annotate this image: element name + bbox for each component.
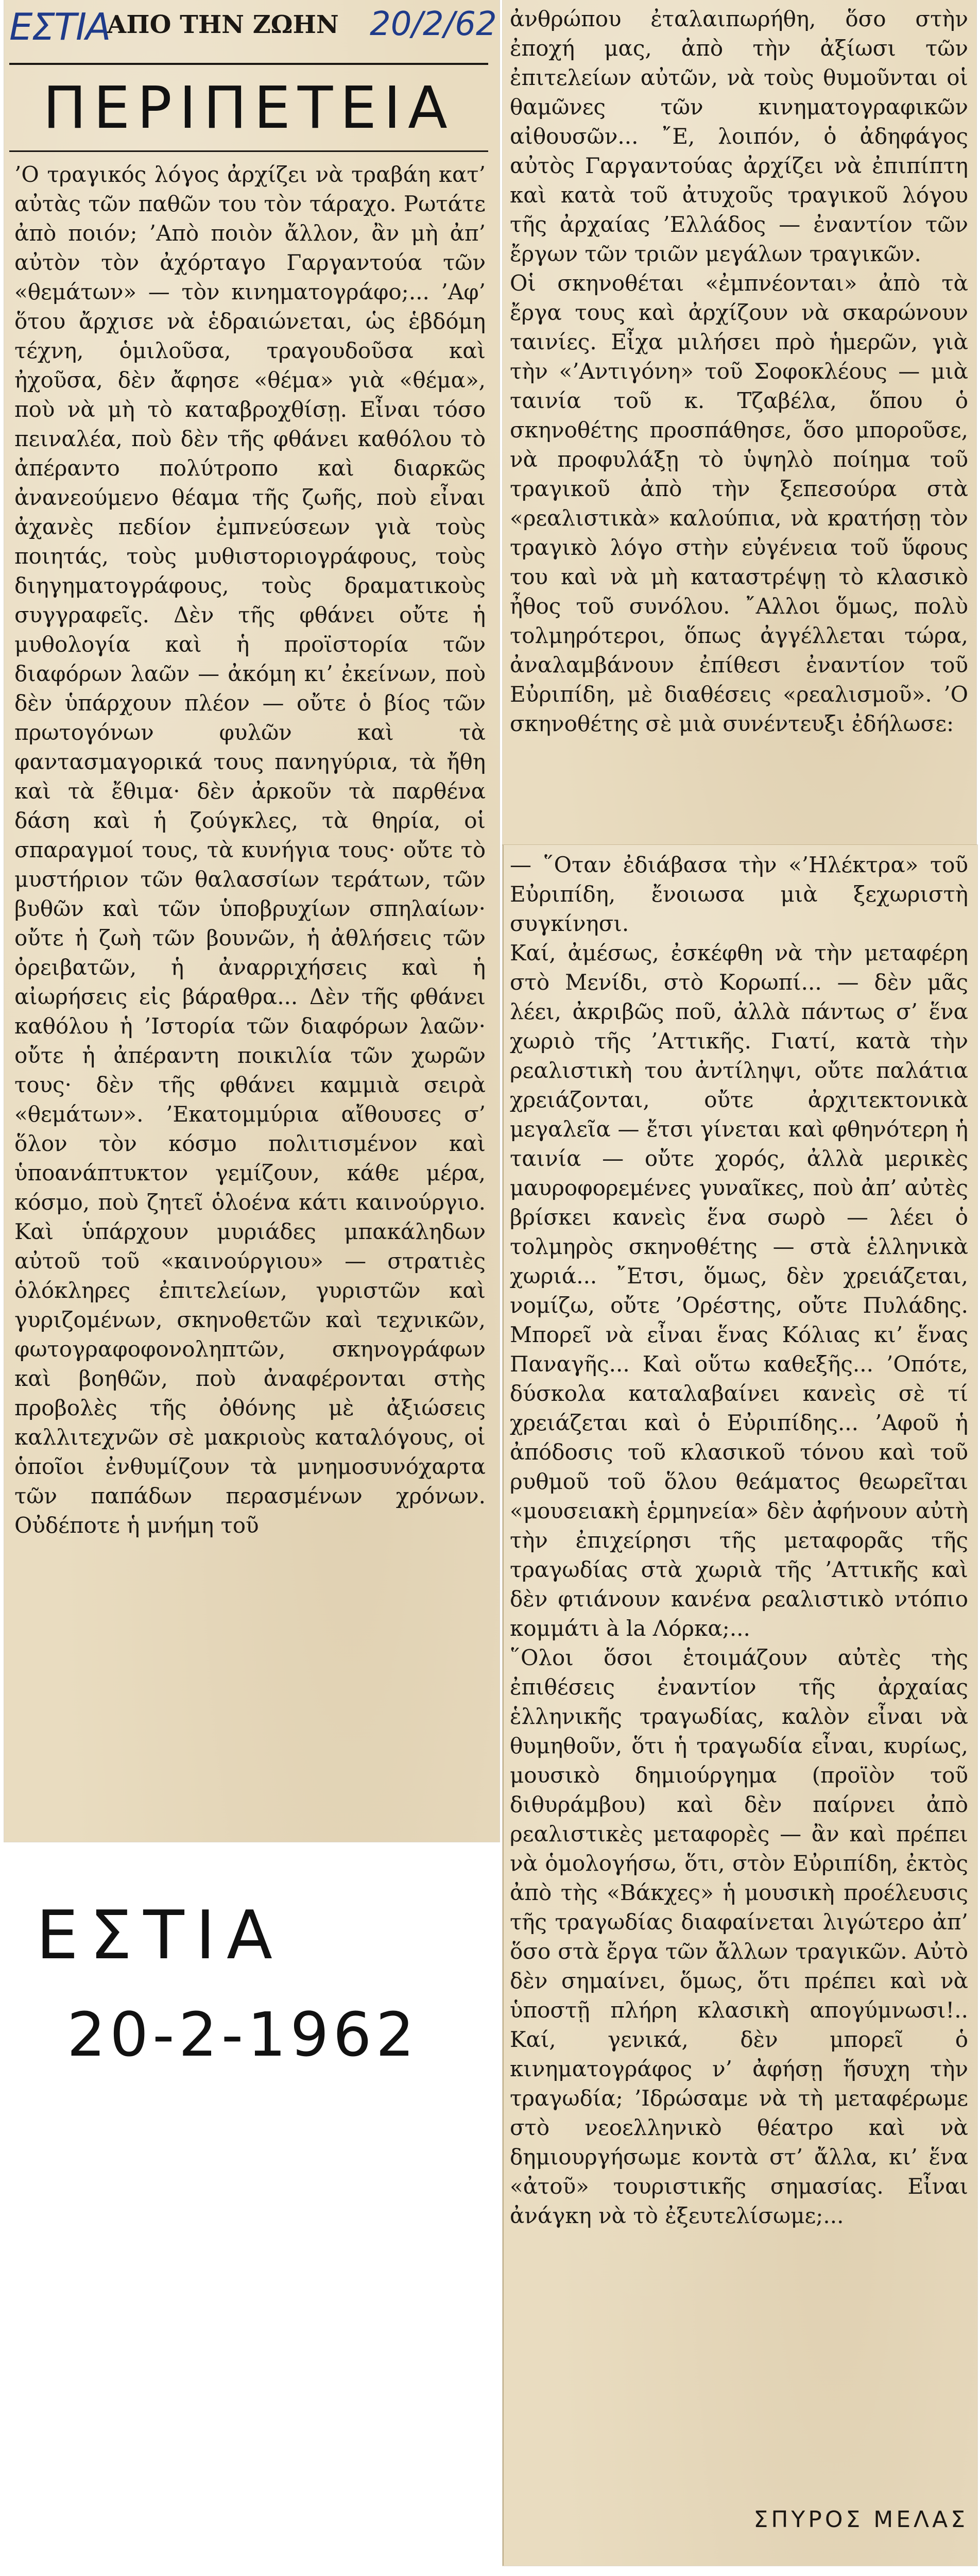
title-rule <box>9 150 488 152</box>
section-label: ΑΠΟ ΤΗΝ ΖΩΗΝ <box>107 10 339 39</box>
header-rule <box>9 63 488 65</box>
handwritten-date: 20/2/62 <box>370 5 497 43</box>
article-body-left-column: ’Ο τραγικός λόγος ἀρχίζει νὰ τραβάη κατ’ αὐτὰς τῶν παθῶν του τὸν τάραχο. Ρωτάτε ἀπὸ ποιόν; ’Απὸ ποιὸν ἄλλον, ἂν μὴ ἀπ’ αὐτὸν τὸν ἀχόρταγο Γαργαντούα τῶν «θεμάτων» — τὸν κινηματογράφο;... ’Αφ’ ὅτου ἄρχισε νὰ ἑδραιώνεται, ὡς ἑβδόμη τέχνη, ὁμιλοῦσα, τραγουδοῦσα καὶ ἠχοῦσα, δὲν ἄφησε «θέμα» γιὰ «θέμα», ποὺ νὰ μὴ τὸ καταβροχθίσῃ. Εἶναι τόσο πειναλέα, ποὺ δὲν τῆς φθάνει καθόλου τὸ ἀπέραντο πολύτροπο καὶ διαρκῶς ἀνανεούμενο θέαμα τῆς ζωῆς, ποὺ εἶναι ἀχανὲς πεδίον ἐμπνεύσεων γιὰ τοὺς ποιητάς, τοὺς μυθιστοριογράφους, τοὺς διηγηματογράφους, τοὺς δραματικοὺς συγγραφεῖς. Δὲν τῆς φθάνει οὔτε ἡ μυθολογία καὶ ἡ προϊστορία τῶν διαφόρων λαῶν — ἀκόμη κι’ ἐκείνων, ποὺ δὲν ὑπάρχουν πλέον — οὔτε ὁ βίος τῶν πρωτογόνων φυλῶν καὶ τὰ φαντασμαγορικά τους πανηγύρια, τὰ ἤθη καὶ τὰ ἔθιμα· δὲν ἀρκοῦν τὰ παρθένα δάση καὶ ἡ ζούγκλες, τὰ θηρία, οἱ σπαραγμοί τους, τὰ κυνήγια τους· οὔτε τὸ μυστήριον τῶν θαλασσίων τεράτων, τῶν βυθῶν καὶ τῶν ὑποβρυχίων σπηλαίων· οὔτε ἡ ζωὴ τῶν βουνῶν, ἡ ἀθλήσεις τῶν ὀρειβατῶν, ἡ ἀναρριχήσεις καὶ ἡ αἰωρήσεις εἰς βάραθρα... Δὲν τῆς φθάνει καθόλου ἡ ’Ιστορία τῶν διαφόρων λαῶν· οὔτε ἡ ἀπέραντη ποικιλία τῶν χωρῶν τους· δὲν τῆς φθάνει καμμιὰ σειρὰ «θεμάτων». ’Εκατομμύρια αἴθουσες σ’ ὅλον τὸν κόσμο πολιτισμένον καὶ ὑποανάπτυκτον γεμίζουν, κάθε μέρα, κόσμο, ποὺ ζητεῖ ὁλοένα κάτι καινούργιο. Καὶ ὑπάρχουν μυριάδες μπακάληδων αὐτοῦ τοῦ «καινούργιου» — στρατιὲς ὁλόκληρες ἐπιτελείων, γυριστῶν καὶ γυριζομένων, σκηνοθετῶν καὶ τεχνικῶν, φωτογραφοφονοληπτῶν, σκηνογράφων καὶ βοηθῶν, ποὺ ἀναφέρονται στὴς προβολὲς τῆς ὀθόνης μὲ ἀξιώσεις καλλιτεχνῶν σὲ μακριοὺς καταλόγους, οἱ ὁποῖοι ἐνθυμίζουν τὰ μνημοσυνόχαρτα τῶν παπάδων περασμένων χρόνων. Οὐδέποτε ἡ μνήμη τοῦ <box>14 162 486 1538</box>
clipping-header <box>9 5 497 67</box>
handwritten-date-note: 20-2-1962 <box>67 1999 419 2070</box>
author-signature: ΣΠΥΡΟΣ ΜΕΛΑΣ <box>753 2506 968 2533</box>
article-body-right-column-top: ἀνθρώπου ἐταλαιπωρήθη, ὅσο στὴν ἐποχή μας, ἀπὸ τὴν ἀξίωσι τῶν ἐπιτελείων αὐτῶν, νὰ τοὺς θυμοῦνται οἱ θαμῶνες τῶν κινηματογραφικῶν αἰθουσῶν... ῎Ε, λοιπόν, ὁ ἀδηφάγος αὐτὸς Γαργαντούας ἀρχίζει νὰ ἐπιπίπτη καὶ κατὰ τοῦ ἀτυχοῦς τραγικοῦ λόγου τῆς ἀρχαίας ’Ελλάδος — ἐναντίον τῶν ἔργων τῶν τριῶν μεγάλων τραγικῶν. Οἱ σκηνοθέται «ἐμπνέονται» ἀπὸ τὰ ἔργα τους καὶ ἀρχίζουν νὰ σκαρώνουν ταινίες. Εἶχα μιλήσει πρὸ ἡμερῶν, γιὰ τὴν «’Αντιγόνη» τοῦ Σοφοκλέους — μιὰ ταινία τοῦ κ. Τζαβέλα, ὅπου ὁ σκηνοθέτης προσπάθησε, ὅσο μποροῦσε, νὰ προφυλάξῃ τὸ ὑψηλὸ ποίημα τοῦ τραγικοῦ ἀπὸ τὴν ξεπεσούρα στὰ «ρεαλιστικὰ» καλούπια, νὰ κρατήσῃ τὸν τραγικὸ λόγο στὴν εὐγένεια τοῦ ὕφους του καὶ νὰ μὴ καταστρέψῃ τὸ κλασικὸ ἦθος τοῦ συνόλου. ῎Αλλοι ὅμως, πολὺ τολμηρότεροι, ὅπως ἀγγέλλεται τώρα, ἀναλαμβάνουν ἐπίθεσι ἐναντίον τοῦ Εὐριπίδη, μὲ διαθέσεις «ρεαλισμοῦ». ’Ο σκηνοθέτης σὲ μιὰ συνέντευξι ἐδήλωσε: <box>510 6 968 736</box>
article-body-right-column-bottom: — ῞Οταν ἐδιάβασα τὴν «’Ηλέκτρα» τοῦ Εὐριπίδη, ἔνοιωσα μιὰ ξεχωριστὴ συγκίνησι. Καί, ἀμέσως, ἐσκέφθη νὰ τὴν μεταφέρη στὸ Μενίδι, στὸ Κορωπί... — δὲν μᾶς λέει, ἀκριβῶς ποῦ, ἀλλὰ πάντως σ’ ἕνα χωριὸ τῆς ’Αττικῆς. Γιατί, κατὰ τὴν ρεαλιστικὴ του ἀντίληψι, οὔτε παλάτια χρειάζονται, οὔτε ἀρχιτεκτονικὰ μεγαλεῖα — ἔτσι γίνεται καὶ φθηνότερη ἡ ταινία — οὔτε χορός, ἀλλὰ μερικὲς μαυροφορεμένες γυναῖκες, ποὺ ἀπ’ αὐτὲς βρίσκει κανεὶς ἕνα σωρὸ — λέει ὁ τολμηρὸς σκηνοθέτης — στὰ ἑλληνικὰ χωριά... ῎Ετσι, ὅμως, δὲν χρειάζεται, νομίζω, οὔτε ’Ορέστης, οὔτε Πυλάδης. Μπορεῖ νὰ εἶναι ἕνας Κόλιας κι’ ἕνας Παναγῆς... Καὶ οὕτω καθεξῆς... ’Οπότε, δύσκολα καταλαβαίνει κανεὶς σὲ τί χρειάζεται καὶ ὁ Εὐριπίδης... ’Αφοῦ ἡ ἀπόδοσις τοῦ κλασικοῦ τόνου καὶ τοῦ ρυθμοῦ τοῦ ὅλου θεάματος θεωρεῖται «μουσειακὴ ἑρμηνεία» δὲν ἀφήνουν αὐτὴ τὴν ἐπιχείρησι τῆς μεταφορᾶς τῆς τραγωδίας στὰ χωριὰ τῆς ’Αττικῆς καὶ δὲν φτιάνουν κανένα ρεαλιστικὸ ντόπιο κομμάτι à la Λόρκα;... ῞Ολοι ὅσοι ἑτοιμάζουν αὐτὲς τὴς ἐπιθέσεις ἐναντίον τῆς ἀρχαίας ἑλληνικῆς τραγωδίας, καλὸν εἶναι νὰ θυμηθοῦν, ὅτι ἡ τραγωδία εἶναι, κυρίως, μουσικὸ δημιούργημα (προϊὸν τοῦ διθυράμβου) καὶ δὲν παίρνει ἀπὸ ρεαλιστικὲς μεταφορὲς — ἂν καὶ πρέπει νὰ ὁμολογήσω, ὅτι, στὸν Εὐριπίδη, ἐκτὸς ἀπὸ τὴς «Βάκχες» ἡ μουσικὴ προέλευσις τῆς τραγωδίας διαφαίνεται λιγώτερο ἀπ’ ὅσο στὰ ἔργα τῶν ἄλλων τραγικῶν. Αὐτὸ δὲν σημαίνει, ὅμως, ὅτι πρέπει καὶ νὰ ὑποστῇ πλήρη κλασικὴ απογύμνωσι!.. Καί, γενικά, δὲν μπορεῖ ὁ κινηματογράφος ν’ ἀφήσῃ ἥσυχη τὴν τραγωδία; ’Ιδρώσαμε νὰ τὴ μεταφέρωμε στὸ νεοελληνικὸ θέατρο καὶ νὰ δημιουργήσωμε κοντὰ στ’ ἄλλα, κι’ ἕνα «ἀτοῦ» τουριστικῆς σημασίας. Εἶναι ἀνάγκη νὰ τὸ ἐξευτελίσωμε;... <box>510 852 968 2228</box>
article-title: ΠΕΡΙΠΕΤΕΙΑ <box>43 75 455 142</box>
handwritten-source-note: ΕΣΤΙΑ <box>36 1896 284 1974</box>
newspaper-handwritten-name: ΕΣΤΙΑ <box>9 5 110 48</box>
